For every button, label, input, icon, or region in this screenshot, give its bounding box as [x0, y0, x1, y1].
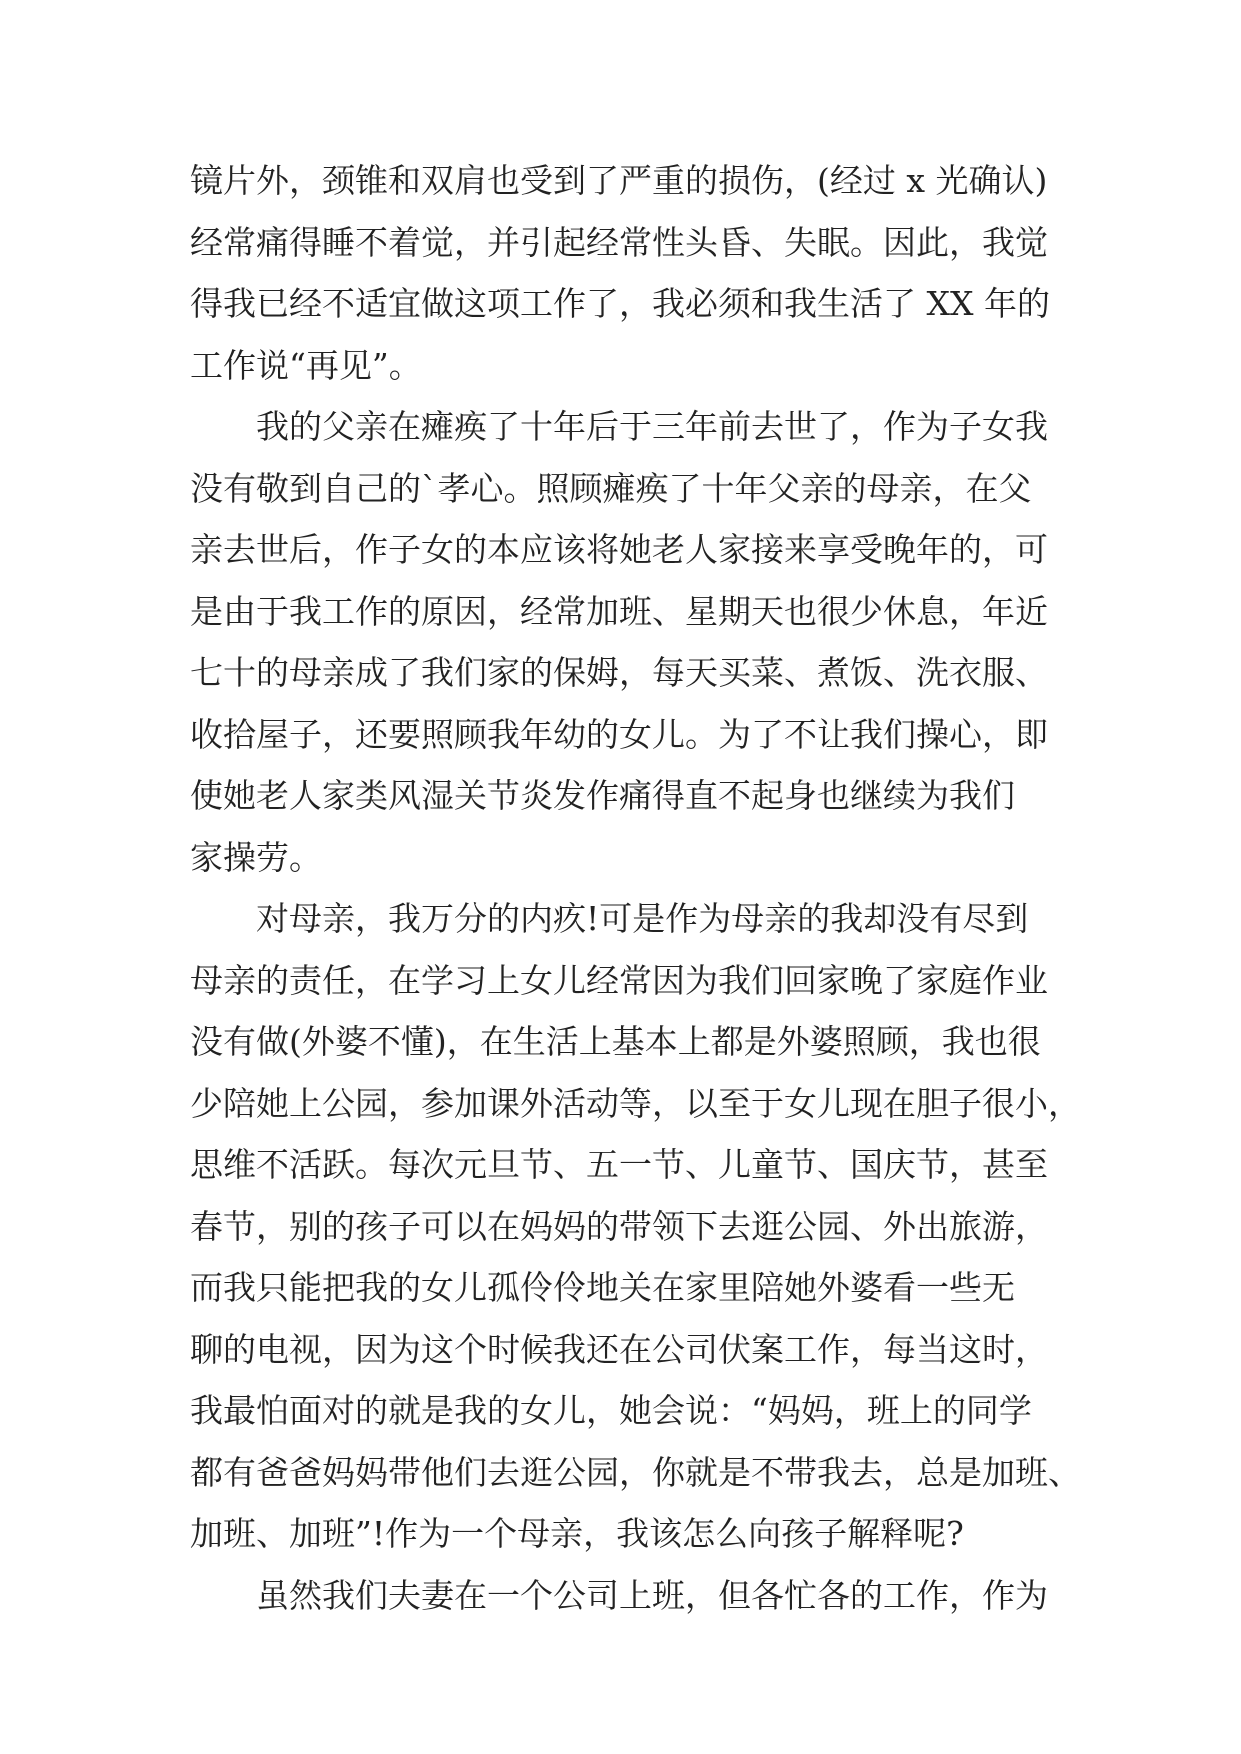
body-text — [190, 150, 1081, 1626]
text-line: 七十的母亲成了我们家的保姆，每天买菜、煮饭、洗衣服、 — [190, 653, 1048, 692]
text-line: 镜片外，颈锥和双肩也受到了严重的损伤，(经过 x 光确认) — [190, 161, 1048, 200]
text-line: 收拾屋子，还要照顾我年幼的女儿。为了不让我们操心，即 — [190, 714, 1048, 754]
text-line: 春节，别的孩子可以在妈妈的带领下去逛公园、外出旅游， — [190, 1206, 1048, 1246]
text-line: 聊的电视，因为这个时候我还在公司伏案工作，每当这时， — [190, 1329, 1048, 1369]
text-line: 使她老人家类风湿关节炎发作痛得直不起身也继续为我们 — [190, 776, 1015, 815]
text-line: 没有做(外婆不懂)，在生活上基本上都是外婆照顾，我也很 — [190, 1022, 1041, 1061]
text-line: 得我已经不适宜做这项工作了，我必须和我生活了 XX 年的 — [190, 284, 1050, 323]
text-line: 工作说“再见”。 — [190, 345, 422, 385]
text-line: 亲去世后，作子女的本应该将她老人家接来享受晚年的，可 — [190, 530, 1048, 569]
text-line: 家操劳。 — [190, 837, 322, 877]
paragraph-start-line: 对母亲，我万分的内疚!可是作为母亲的我却没有尽到 — [256, 899, 1029, 938]
text-line: 思维不活跃。每次元旦节、五一节、儿童节、国庆节，甚至 — [190, 1145, 1048, 1184]
text-line: 少陪她上公园，参加课外活动等，以至于女儿现在胆子很小， — [190, 1083, 1081, 1123]
text-line: 母亲的责任，在学习上女儿经常因为我们回家晚了家庭作业 — [190, 960, 1048, 1000]
text-line: 都有爸爸妈妈带他们去逛公园，你就是不带我去，总是加班、 — [190, 1452, 1081, 1492]
paragraph-start-line: 我的父亲在瘫痪了十年后于三年前去世了，作为子女我 — [256, 407, 1048, 446]
text-line: 没有敬到自己的`孝心。照顾瘫痪了十年父亲的母亲，在父 — [190, 468, 1032, 508]
paragraph-start-line: 虽然我们夫妻在一个公司上班，但各忙各的工作，作为 — [256, 1575, 1048, 1615]
text-line: 是由于我工作的原因，经常加班、星期天也很少休息，年近 — [190, 591, 1048, 631]
text-line: 而我只能把我的女儿孤伶伶地关在家里陪她外婆看一些无 — [190, 1268, 1015, 1307]
text-line: 加班、加班”!作为一个母亲，我该怎么向孩子解释呢? — [190, 1514, 964, 1553]
text-line: 经常痛得睡不着觉，并引起经常性头昏、失眠。因此，我觉 — [190, 222, 1048, 262]
text-line: 我最怕面对的就是我的女儿，她会说：“妈妈，班上的同学 — [190, 1391, 1032, 1430]
